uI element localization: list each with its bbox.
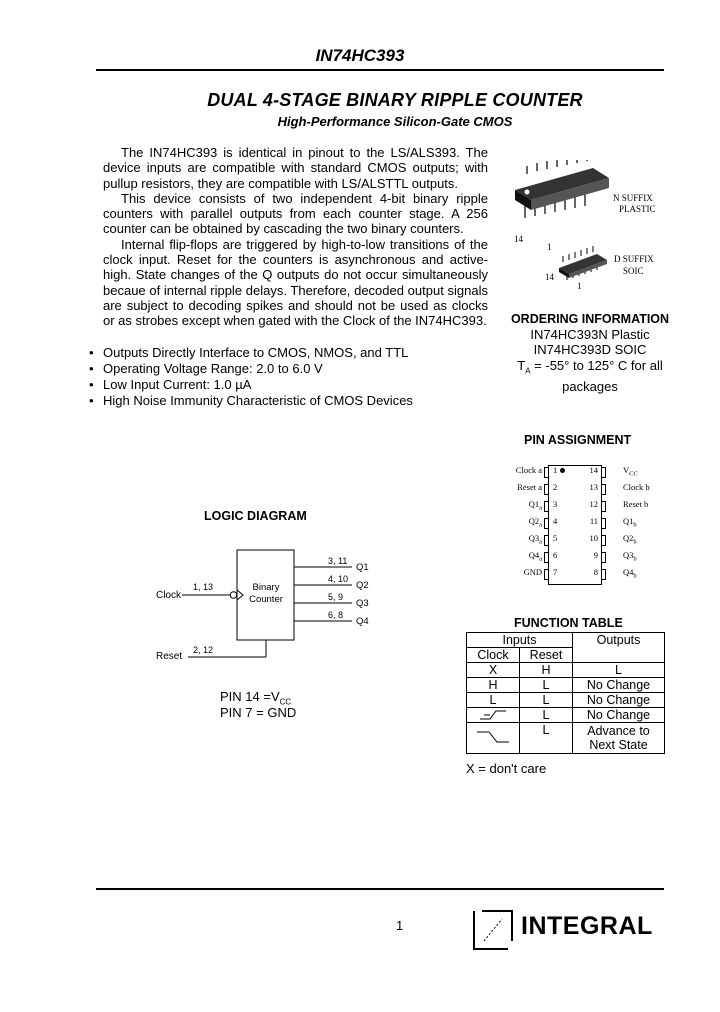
feature-item: • Low Input Current: 1.0 µA bbox=[89, 377, 509, 393]
pin-right-number: 11 bbox=[589, 516, 598, 526]
pin14-note-subscript: CC bbox=[279, 697, 292, 707]
pin-stub bbox=[601, 518, 606, 529]
reset-pin-numbers: 2, 12 bbox=[193, 645, 214, 655]
feature-item: • Operating Voltage Range: 2.0 to 6.0 V bbox=[89, 361, 509, 377]
part-number-header: IN74HC393 bbox=[315, 46, 405, 65]
d-suffix-type: SOIC bbox=[623, 266, 644, 276]
output-name: Q1 bbox=[356, 562, 369, 573]
feature-item: • High Noise Immunity Characteristic of CMOS Devices bbox=[89, 393, 509, 409]
temp-symbol: T bbox=[517, 358, 526, 373]
table-cell-reset: L bbox=[520, 678, 573, 693]
pin-right-name bbox=[623, 516, 637, 529]
pin-stub bbox=[601, 467, 606, 478]
counter-block-line: Binary bbox=[252, 582, 280, 593]
outputs-header: Outputs bbox=[573, 633, 665, 663]
page-title: DUAL 4-STAGE BINARY RIPPLE COUNTER bbox=[207, 90, 583, 110]
clock-input-label: Clock bbox=[156, 590, 182, 601]
pin-right-text: V bbox=[623, 465, 630, 475]
pin-right-subscript: CC bbox=[629, 470, 638, 478]
n-suffix-label: N SUFFIX bbox=[613, 193, 653, 203]
integral-logo-icon bbox=[472, 909, 514, 951]
pin-right-number: 13 bbox=[589, 482, 598, 492]
description bbox=[103, 145, 488, 329]
pin-left-text: Q2 bbox=[528, 516, 540, 526]
package-illustration bbox=[505, 160, 625, 290]
pin-row bbox=[498, 533, 668, 547]
pin-left-text: GND bbox=[523, 567, 542, 577]
ordering-line: IN74HC393D SOIC bbox=[533, 342, 647, 357]
pin14-note-text: PIN 14 =V bbox=[220, 689, 280, 704]
output-pin-numbers: 5, 9 bbox=[328, 592, 344, 602]
pin-right-text: Q4 bbox=[623, 567, 634, 577]
ordering-temp-range bbox=[508, 358, 672, 395]
description-paragraph: Internal flip-flops are triggered by high-to-low transitions of the clock input. Reset for the counters is asynchronous and active-high. State changes of the Q outputs do not occur simultaneously becaue of internal ripple delays. Therefore, decoded output signals are subject to decoding spikes and should not be used as clocks or as strobes except when gated with the Clock of the IN74HC393. bbox=[103, 236, 488, 329]
table-cell-reset: H bbox=[520, 663, 573, 678]
table-output-line: Next State bbox=[589, 738, 648, 752]
pin-left-number: 3 bbox=[553, 499, 558, 509]
pin-right-number: 10 bbox=[589, 533, 598, 543]
soic-pin14-label: 14 bbox=[545, 272, 554, 282]
counter-block-label bbox=[240, 582, 292, 606]
pin-stub bbox=[601, 484, 606, 495]
pin-left-text: Clock a bbox=[515, 465, 542, 475]
table-cell-output: No Change bbox=[573, 678, 665, 693]
function-table bbox=[466, 632, 665, 754]
dip-pin1-label: 1 bbox=[547, 242, 552, 252]
feature-item: • Outputs Directly Interface to CMOS, NMOS, and TTL bbox=[89, 345, 509, 361]
ordering-heading: ORDERING INFORMATION bbox=[510, 312, 670, 326]
pin-right-name bbox=[623, 567, 637, 580]
table-cell-clock: X bbox=[467, 663, 520, 678]
pin-left-name bbox=[516, 465, 542, 475]
output-pin-numbers: 3, 11 bbox=[328, 556, 348, 566]
output-pin-numbers: 6, 8 bbox=[328, 610, 344, 620]
pin-right-subscript: b bbox=[633, 572, 637, 580]
output-name: Q3 bbox=[356, 598, 369, 609]
pin-left-number: 2 bbox=[553, 482, 558, 492]
header-rule bbox=[96, 69, 664, 71]
output-pin-numbers: 4, 10 bbox=[328, 574, 349, 584]
pin-left-subscript: a bbox=[539, 555, 542, 563]
reset-input-label: Reset bbox=[156, 651, 183, 662]
inputs-header: Inputs bbox=[467, 633, 573, 648]
pin-row bbox=[498, 499, 668, 513]
description-paragraph: The IN74HC393 is identical in pinout to the LS/ALS393. The device inputs are compatible with standard CMOS outputs; with pullup resistors, they are compatible with LS/ALSTTL outputs. bbox=[103, 145, 488, 191]
pin-right-number: 8 bbox=[593, 567, 598, 577]
clock-inversion-bubble bbox=[230, 592, 237, 599]
pin-row bbox=[498, 567, 668, 581]
pin-right-subscript: b bbox=[633, 555, 637, 563]
output-name: Q2 bbox=[356, 580, 369, 591]
pin-left-subscript: a bbox=[539, 538, 542, 546]
table-cell-clock bbox=[467, 708, 520, 723]
pin-left-text: Q3 bbox=[528, 533, 540, 543]
falling-edge-icon bbox=[475, 728, 511, 748]
temp-range-text: = -55° to 125° C for all packages bbox=[530, 358, 663, 395]
dip-package-icon bbox=[515, 160, 609, 218]
pin-stub bbox=[601, 535, 606, 546]
pin-right-number: 14 bbox=[589, 465, 598, 475]
table-cell-clock: H bbox=[467, 678, 520, 693]
table-cell-reset: L bbox=[520, 723, 573, 754]
output-name: Q4 bbox=[356, 616, 369, 627]
pin-stub bbox=[601, 552, 606, 563]
table-cell-output: No Change bbox=[573, 693, 665, 708]
pin-left-number: 4 bbox=[553, 516, 558, 526]
function-table-note: X = don't care bbox=[466, 761, 547, 776]
table-cell-output bbox=[573, 723, 665, 754]
pin-stub bbox=[601, 501, 606, 512]
reset-header: Reset bbox=[520, 648, 573, 663]
table-output-line: Advance to bbox=[587, 724, 650, 738]
pin-right-name bbox=[623, 465, 638, 478]
pin-left-text: Q4 bbox=[528, 550, 540, 560]
pin-left-name bbox=[529, 516, 542, 529]
pin-right-name bbox=[623, 499, 648, 509]
pin-assignment-heading: PIN ASSIGNMENT bbox=[524, 433, 632, 447]
logic-diagram-heading: LOGIC DIAGRAM bbox=[204, 509, 307, 523]
pin-stub bbox=[601, 569, 606, 580]
pin-left-name bbox=[517, 482, 542, 492]
pin-left-text: Q1 bbox=[528, 499, 540, 509]
pin-left-number: 1 bbox=[553, 465, 558, 475]
brand-name: INTEGRAL bbox=[521, 912, 653, 940]
pin-right-text: Reset b bbox=[623, 499, 649, 509]
soic-package-icon bbox=[559, 246, 607, 280]
pin-row bbox=[498, 465, 668, 479]
pin-right-number: 12 bbox=[589, 499, 598, 509]
pin-assignment-diagram bbox=[498, 465, 668, 585]
pin7-note: PIN 7 = GND bbox=[220, 705, 297, 720]
counter-block-line: Counter bbox=[249, 594, 283, 605]
pin-stub bbox=[544, 484, 549, 495]
temp-subscript: A bbox=[525, 366, 531, 376]
table-cell-reset: L bbox=[520, 693, 573, 708]
footer-rule bbox=[96, 888, 664, 890]
pin-right-name bbox=[623, 482, 650, 492]
pin14-note bbox=[220, 689, 291, 707]
table-cell-clock: L bbox=[467, 693, 520, 708]
pin-right-name bbox=[623, 550, 637, 563]
page-subtitle: High-Performance Silicon-Gate CMOS bbox=[277, 114, 513, 129]
pin-right-number: 9 bbox=[593, 550, 598, 560]
pin-right-text: Q2 bbox=[623, 533, 634, 543]
table-cell-output: No Change bbox=[573, 708, 665, 723]
ordering-line: IN74HC393N Plastic bbox=[530, 327, 650, 342]
pin-left-number: 6 bbox=[553, 550, 558, 560]
pin-stub bbox=[544, 535, 549, 546]
pin-stub bbox=[544, 552, 549, 563]
pin-left-subscript: a bbox=[539, 504, 542, 512]
pin-stub bbox=[544, 518, 549, 529]
pin-right-subscript: b bbox=[633, 538, 637, 546]
description-paragraph: This device consists of two independent 4-bit binary ripple counters with parallel outputs from each counter stage. A 256 counter can be obtained by cascading the two binary counters. bbox=[103, 190, 488, 237]
dip-pin14-label: 14 bbox=[514, 234, 523, 244]
pin-right-subscript: b bbox=[633, 521, 637, 529]
pin-stub bbox=[544, 501, 549, 512]
table-cell-output: L bbox=[573, 663, 665, 678]
pin-left-name bbox=[529, 533, 542, 546]
pin-row bbox=[498, 516, 668, 530]
pin-left-name bbox=[529, 499, 542, 512]
pin-left-subscript: a bbox=[539, 521, 542, 529]
pin-right-text: Clock b bbox=[623, 482, 650, 492]
function-table-heading: FUNCTION TABLE bbox=[514, 616, 623, 630]
pin-left-name bbox=[529, 550, 542, 563]
pin-right-text: Q3 bbox=[623, 550, 634, 560]
pin-left-number: 7 bbox=[553, 567, 558, 577]
pin-left-text: Reset a bbox=[517, 482, 542, 492]
soic-pin1-label: 1 bbox=[577, 281, 582, 291]
pin-row bbox=[498, 482, 668, 496]
clock-header: Clock bbox=[467, 648, 520, 663]
n-suffix-type: PLASTIC bbox=[619, 204, 656, 214]
pin-right-name bbox=[623, 533, 637, 546]
pin-stub bbox=[544, 569, 549, 580]
table-cell-clock bbox=[467, 723, 520, 754]
pin-stub bbox=[544, 467, 549, 478]
clock-pin-numbers: 1, 13 bbox=[193, 582, 214, 592]
page-number: 1 bbox=[396, 918, 404, 933]
pin-row bbox=[498, 550, 668, 564]
rising-edge-icon bbox=[478, 709, 508, 721]
pin-left-name bbox=[524, 567, 542, 577]
d-suffix-label: D SUFFIX bbox=[614, 254, 654, 264]
feature-list bbox=[89, 345, 509, 409]
table-cell-reset: L bbox=[520, 708, 573, 723]
pin-right-text: Q1 bbox=[623, 516, 634, 526]
pin-left-number: 5 bbox=[553, 533, 558, 543]
